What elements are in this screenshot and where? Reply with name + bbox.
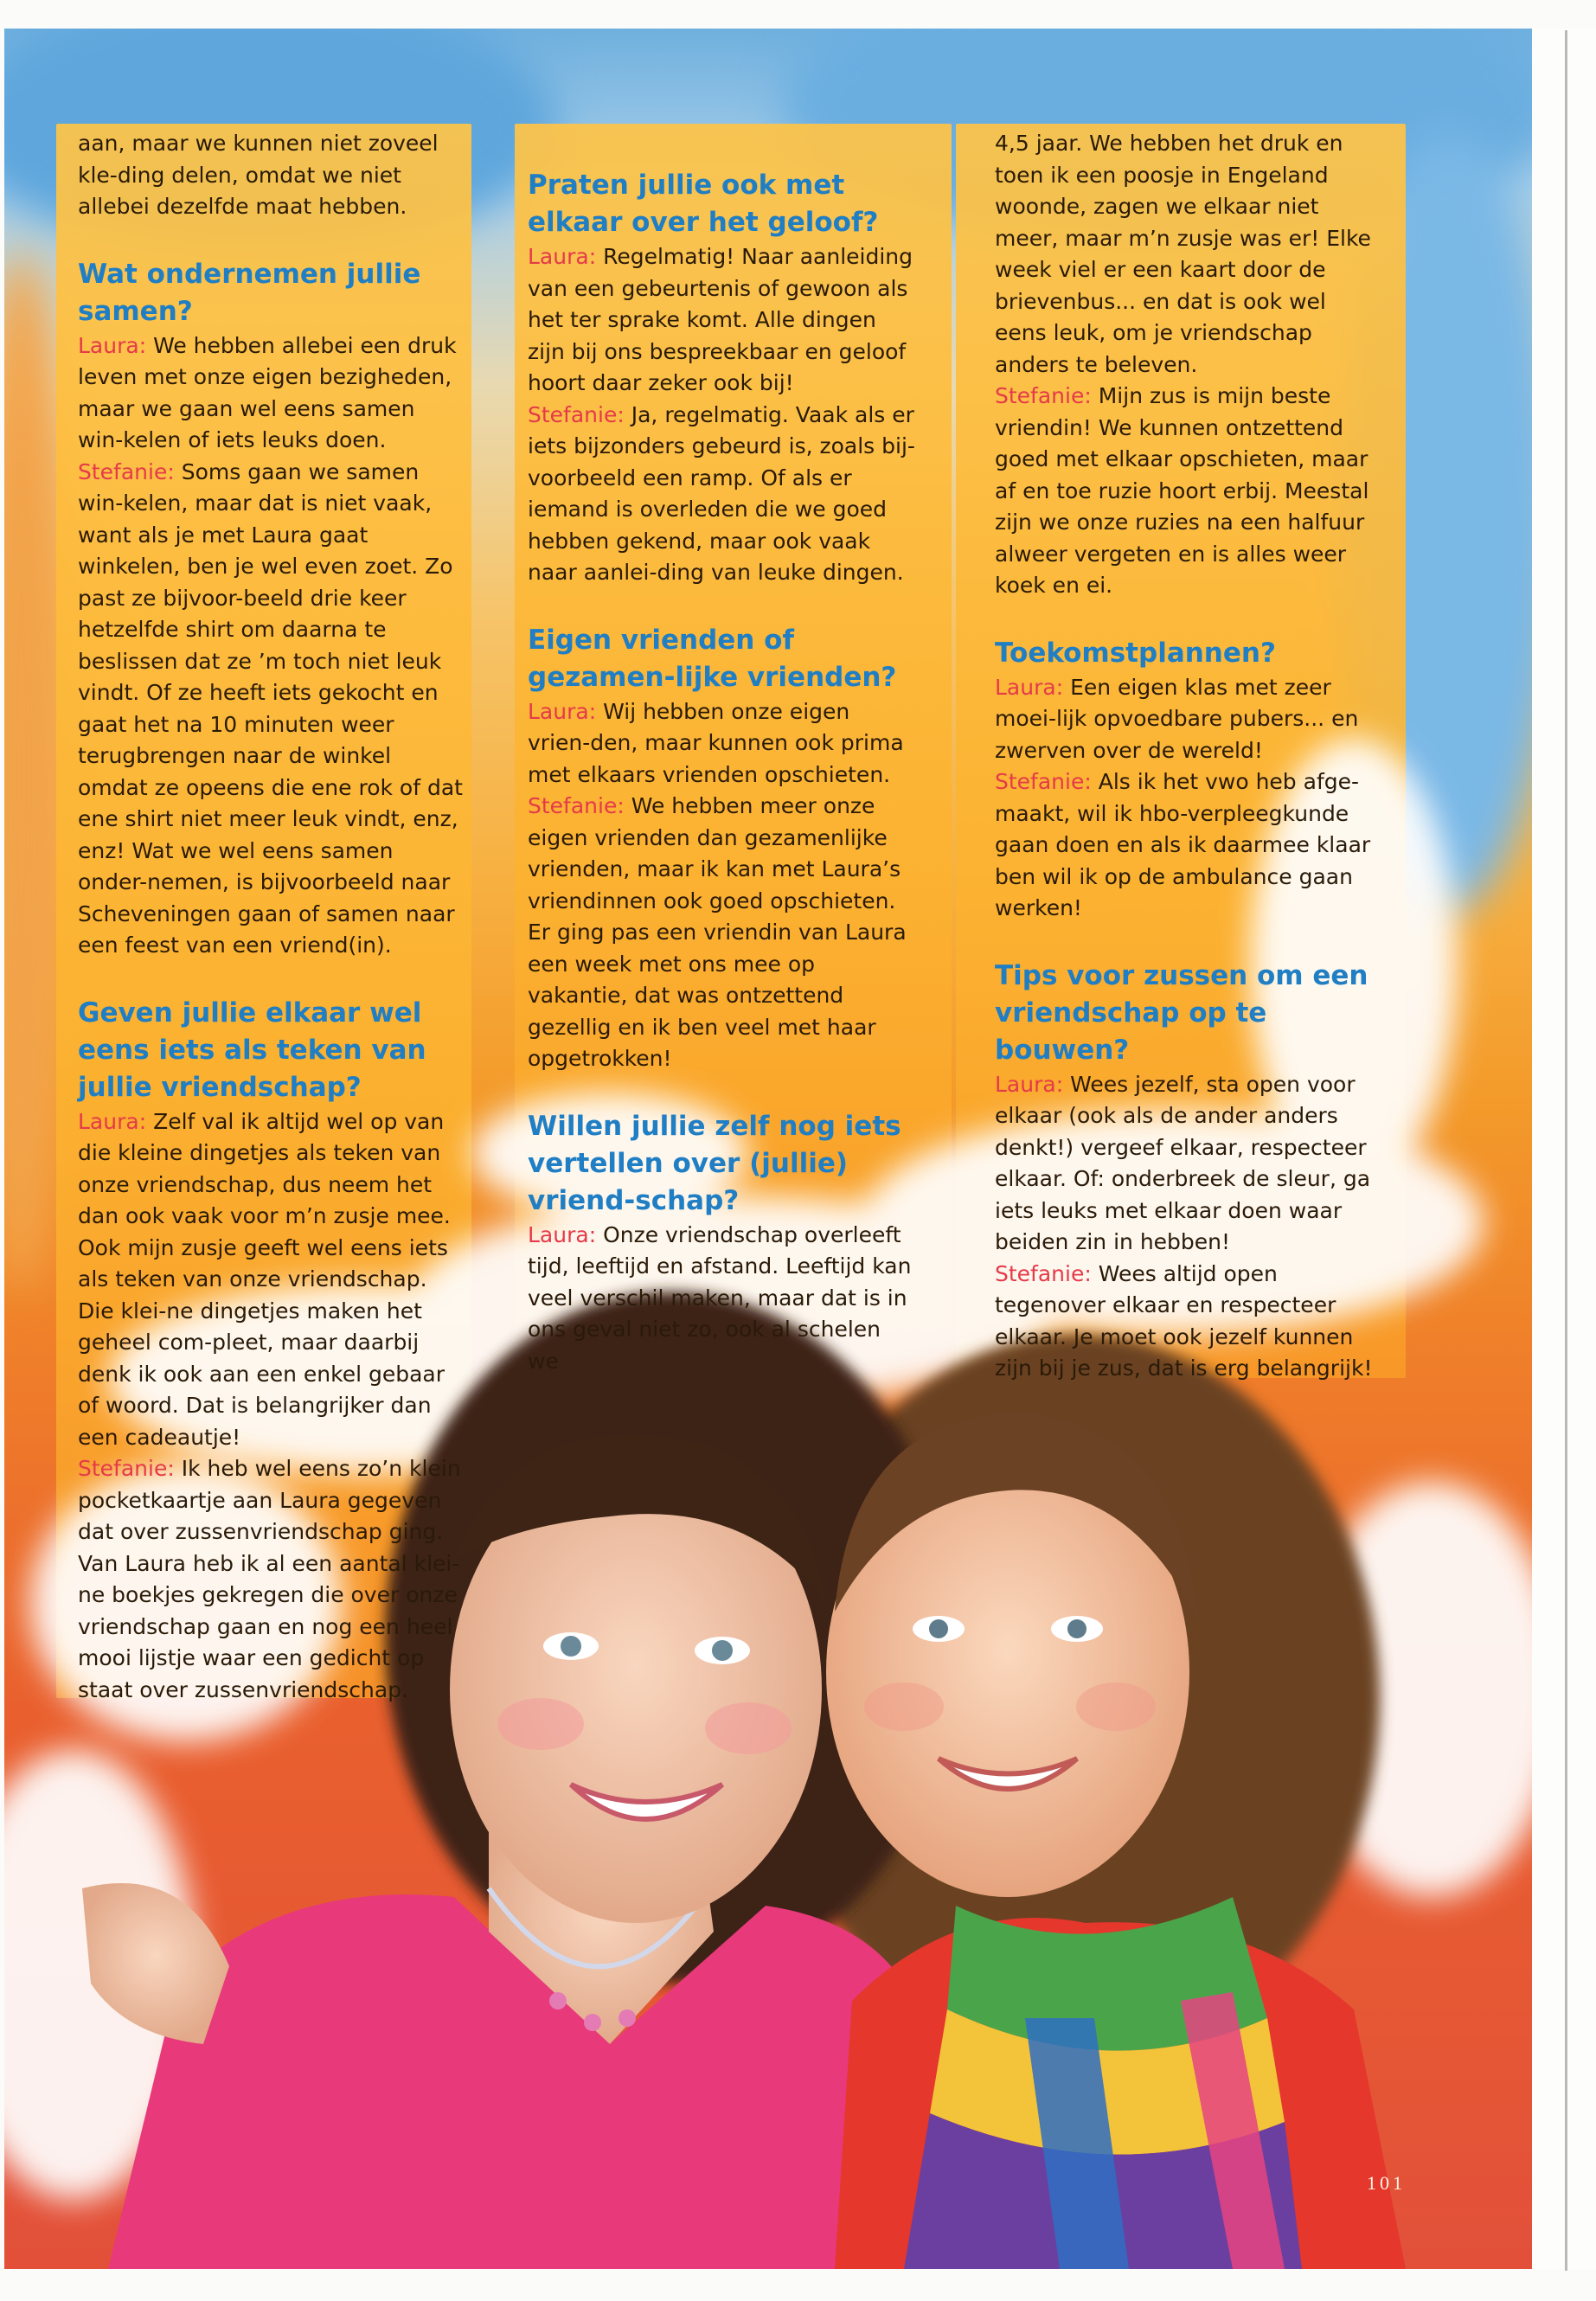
interview-paragraph [528,400,915,589]
interview-paragraph [995,1259,1382,1385]
answer-text: Zelf val ik altijd wel op van die kleine dingetjes als teken van onze vriendschap, dus neem het dan ook vaak voor m’n zusje mee. Ook mijn zusje geeft wel eens iets als teken van onze vriendschap. Die klei-ne dingetjes maken het geheel com-pleet, maar daarbij denk ik ook aan een enkel gebaar of woord. Dat is belangrijker dan een cadeautje! [78,1108,451,1450]
answer-text: 4,5 jaar. We hebben het druk en toen ik een poosje in Engeland woonde, zagen we elkaar niet meer, maar m’n zusje was er! Elke week viel er een kaart door de brievenbus... en dat is ook wel eens leuk, om je vriendschap anders te beleven. [995,131,1371,377]
speaker-label: Laura: [995,674,1064,700]
text-column-3 [995,128,1382,1385]
interview-paragraph [528,1220,915,1378]
page-edge-line [1565,30,1567,2271]
text-column-2 [528,167,915,1377]
interview-paragraph [78,128,465,223]
magazine-page [4,29,1532,2269]
section-heading: Tips voor zussen om een vriendschap op te bouwen? [995,959,1368,1066]
interview-paragraph [995,672,1382,767]
interview-paragraph [78,330,465,457]
answer-text: aan, maar we kunnen niet zoveel kle-ding delen, omdat we niet allebei dezelfde maat hebben. [78,131,439,219]
speaker-label: Stefanie: [995,769,1092,794]
section-heading: Praten jullie ook met elkaar over het geloof? [528,170,879,238]
interview-paragraph [528,791,915,1075]
page-margin [1532,29,1596,2269]
answer-text: Wij hebben onze eigen vrien-den, maar kunnen ook prima met elkaars vrienden opschieten. [528,698,904,787]
speaker-label: Stefanie: [78,1456,175,1481]
section-heading: Toekomstplannen? [995,637,1276,669]
interview-paragraph [78,457,465,962]
interview-paragraph [995,381,1382,602]
answer-text: Een eigen klas met zeer moei-lijk opvoedbare pubers... en zwerven over de wereld! [995,674,1359,763]
section-gap [995,602,1382,635]
speaker-label: Laura: [995,1071,1064,1097]
answer-text: We hebben allebei een druk leven met onze eigen bezigheden, maar we gaan wel eens samen win-kelen of iets leuks doen. [78,332,457,452]
speaker-label: Laura: [528,1221,597,1247]
speaker-label: Stefanie: [528,793,625,818]
speaker-label: Stefanie: [995,1260,1092,1286]
interview-paragraph [78,1106,465,1454]
answer-text: Als ik het vwo heb afge-maakt, wil ik hbo-verpleegkunde gaan doen en als ik daarmee klaar ben wil ik op de ambulance gaan werken! [995,769,1371,920]
speaker-label: Laura: [78,1108,147,1134]
interview-paragraph [995,766,1382,925]
section-gap [78,962,465,995]
interview-paragraph [995,1069,1382,1259]
speaker-label: Laura: [528,244,597,269]
speaker-label: Stefanie: [78,458,175,484]
speaker-label: Stefanie: [995,383,1092,408]
section-gap [528,1075,915,1108]
answer-text: Wees altijd open tegenover elkaar en respecteer elkaar. Je moet ook jezelf kunnen zijn bij je zus, dat is erg belangrijk! [995,1260,1373,1381]
interview-paragraph [528,241,915,400]
answer-text: Wees jezelf, sta open voor elkaar (ook als de ander anders denkt!) vergeef elkaar, respecteer elkaar. Of: onderbreek de sleur, ga iets leuks met elkaar doen waar beiden zin in hebben! [995,1071,1371,1254]
interview-paragraph [528,696,915,792]
text-column-1 [78,128,465,1706]
interview-paragraph [78,1453,465,1706]
section-gap [528,589,915,622]
section-heading: Willen jullie zelf nog iets vertellen over (jullie) vriend-schap? [528,1110,901,1216]
section-gap [995,925,1382,958]
answer-text: We hebben meer onze eigen vrienden dan gezamenlijke vrienden, maar ik kan met Laura’s vriendinnen ook goed opschieten. Er ging pas een vriendin van Laura een week met ons mee op vakantie, dat was ontzettend gezellig en ik ben veel met haar opgetrokken! [528,793,907,1071]
speaker-label: Laura: [78,332,147,358]
answer-text: Ik heb wel eens zo’n klein pocketkaartje aan Laura gegeven dat over zussenvriendschap ging. Van Laura heb ik al een aantal klei-ne boekjes gekregen die over onze vriendschap gaan en nog een heel mooi lijstje waar een gedicht op staat over zussenvriendschap. [78,1456,461,1702]
answer-text: Regelmatig! Naar aanleiding van een gebeurtenis of gewoon als het ter sprake komt. Alle dingen zijn bij ons bespreekbaar en geloof hoort daar zeker ook bij! [528,244,913,395]
answer-text: Soms gaan we samen win-kelen, maar dat is niet vaak, want als je met Laura gaat winkelen, ben je wel even zoet. Zo past ze bijvoor-beeld drie keer hetzelfde shirt om daarna te beslissen dat ze ’m toch niet leuk vindt. Of ze heeft iets gekocht en gaat het na 10 minuten weer terugbrengen naar de winkel omdat ze opeens die ene rok of dat ene shirt niet meer leuk vindt, enz, enz! Wat we wel eens samen onder-nemen, is bijvoorbeeld naar Scheveningen gaan of samen naar een feest van een vriend(in). [78,458,463,958]
answer-text: Ja, regelmatig. Vaak als er iets bijzonders gebeurd is, zoals bij-voorbeeld een ramp. Of als er iemand is overleden die we goed hebben gekend, maar ook vaak naar aanlei-ding van leuke dingen. [528,401,915,585]
section-heading: Eigen vrienden of gezamen-lijke vrienden? [528,624,897,693]
page-number: 101 [1367,2172,1406,2194]
speaker-label: Laura: [528,698,597,724]
section-heading: Wat ondernemen jullie samen? [78,258,421,327]
section-gap [78,223,465,256]
speaker-label: Stefanie: [528,401,625,427]
answer-text: Onze vriendschap overleeft tijd, leeftijd en afstand. Leeftijd kan veel verschil maken, maar dat is in ons geval niet zo, ook al schelen we [528,1221,912,1374]
interview-paragraph [995,128,1382,381]
section-heading: Geven jullie elkaar wel eens iets als teken van jullie vriendschap? [78,997,426,1103]
answer-text: Mijn zus is mijn beste vriendin! We kunnen ontzettend goed met elkaar opschieten, maar af en toe ruzie hoort erbij. Meestal zijn we onze ruzies na een halfuur alweer vergeten en is alles weer koek en ei. [995,383,1369,598]
